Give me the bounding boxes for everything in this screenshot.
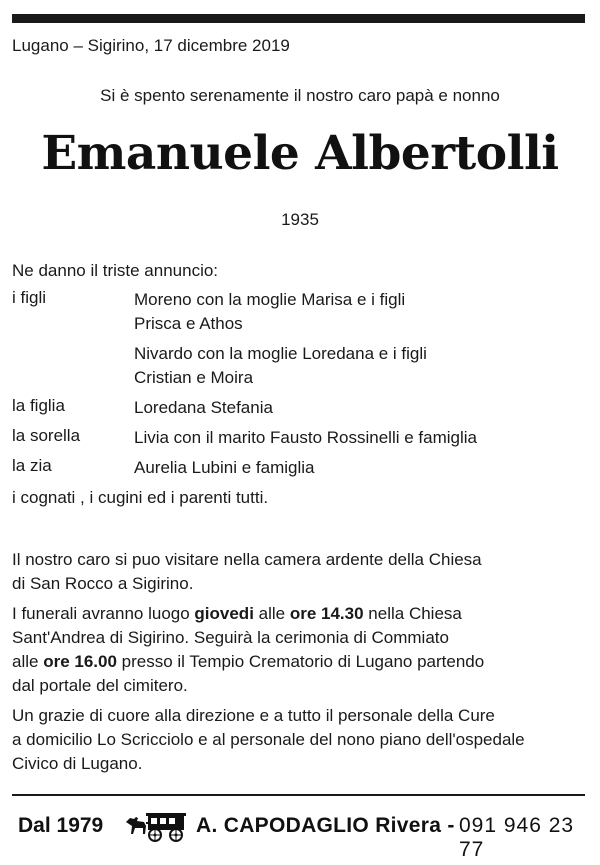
text-run: alle <box>253 604 290 623</box>
visit-line: Il nostro caro si puo visitare nella camera ardente della Chiesa <box>12 550 482 569</box>
thanks-paragraph <box>12 704 590 776</box>
commiato-time: ore 16.00 <box>43 652 117 671</box>
relative-label-sister: la sorella <box>12 426 81 445</box>
relative-label-children: i figli <box>12 288 47 307</box>
relative-line: Aurelia Lubini e famiglia <box>134 458 315 477</box>
since-year: Dal 1979 <box>18 814 104 837</box>
text-run: alle <box>12 652 44 671</box>
text-run: presso il Tempio Crematorio di Lugano partendo <box>116 652 485 671</box>
funeral-paragraph <box>12 602 590 698</box>
funeral-line-4: dal portale del cimitero. <box>12 676 188 695</box>
relative-entry-moreno <box>134 288 405 336</box>
thanks-line: Un grazie di cuore alla direzione e a tutto il personale della Cure <box>12 706 495 725</box>
relative-entry-sister <box>134 426 477 450</box>
thanks-line: a domicilio Lo Scricciolo e al personale del nono piano dell'ospedale <box>12 730 525 749</box>
birth-year: 1935 <box>281 210 319 229</box>
relative-line: Cristian e Moira <box>134 368 254 387</box>
relative-label-daughter: la figlia <box>12 396 65 415</box>
funeral-line-3 <box>12 650 590 674</box>
visit-line: di San Rocco a Sigirino. <box>12 574 194 593</box>
relative-line: Nivardo con la moglie Loredana e i figli <box>134 344 427 363</box>
text-run: I funerali avranno luogo <box>12 604 195 623</box>
announcement-heading: Ne danno il triste annuncio: <box>12 261 219 280</box>
funeral-line-2: Sant'Andrea di Sigirino. Seguirà la cerimonia di Commiato <box>12 628 449 647</box>
relative-entry-daughter <box>134 396 273 420</box>
relative-line: Livia con il marito Fausto Rossinelli e famiglia <box>134 428 477 447</box>
relative-line: Loredana Stefania <box>134 398 273 417</box>
relative-entry-aunt <box>134 456 315 480</box>
funeral-time: ore 14.30 <box>289 604 364 623</box>
hearse-carriage-icon <box>124 808 190 842</box>
text-run: nella Chiesa <box>363 604 462 623</box>
funeral-home-footer <box>12 806 590 861</box>
visit-paragraph <box>12 548 590 596</box>
closing-relatives: i cognati , i cugini ed i parenti tutti. <box>12 488 269 507</box>
place-date: Lugano – Sigirino, 17 dicembre 2019 <box>12 36 290 55</box>
deceased-name: Emanuele Albertolli <box>41 126 559 181</box>
funeral-home-name: A. CAPODAGLIO Rivera - <box>196 814 455 837</box>
funeral-home-phone: 091 946 23 77 <box>459 814 575 861</box>
intro-text: Si è spento serenamente il nostro caro papà e nonno <box>100 86 500 105</box>
relative-label-aunt: la zia <box>12 456 52 475</box>
thanks-line: Civico di Lugano. <box>12 754 143 773</box>
funeral-day: giovedi <box>194 604 254 623</box>
relative-line: Moreno con la moglie Marisa e i figli <box>134 290 406 309</box>
top-rule <box>12 14 585 23</box>
relative-line: Prisca e Athos <box>134 314 243 333</box>
funeral-line-1 <box>12 602 590 626</box>
footer-rule <box>12 794 585 796</box>
relative-entry-nivardo <box>134 342 427 390</box>
